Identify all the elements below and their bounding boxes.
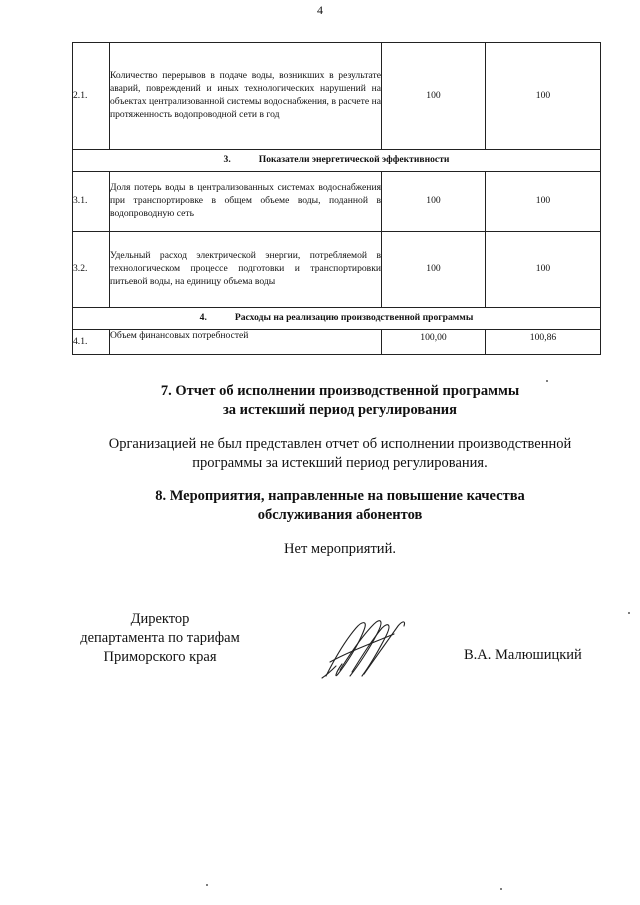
position-line-2: департамента по тарифам — [80, 630, 240, 646]
section-title: Расходы на реализацию производственной программы — [234, 312, 474, 324]
section7-title-line2: за истекший период регулирования — [222, 402, 458, 418]
position-line-3: Приморского края — [103, 649, 217, 665]
row-description: Доля потерь воды в централизованных системах водоснабжения при транспортировке в общем объеме воды, поданной в водопроводную сеть — [110, 172, 382, 232]
row-value-1: 100,00 — [382, 330, 486, 355]
section7-title-line1: 7. Отчет об исполнении производственной программы — [160, 383, 520, 399]
scan-speck — [628, 612, 630, 614]
table-row — [73, 330, 601, 355]
row-value-2: 100 — [486, 172, 601, 232]
row-value-1: 100 — [382, 172, 486, 232]
table-row — [73, 232, 601, 308]
row-value-2: 100 — [486, 43, 601, 150]
row-number: 3.1. — [73, 172, 110, 232]
section-row — [73, 308, 601, 330]
section8-text: Нет мероприятий. — [284, 541, 396, 557]
row-description: Количество перерывов в подаче воды, возникших в результате аварий, повреждений и иных технологических нарушений на объектах централизованной системы водоснабжения, в расчете на протяженность водопроводной сети в год — [110, 43, 382, 150]
signatory-position — [50, 610, 270, 667]
row-number: 4.1. — [73, 330, 110, 355]
table-row — [73, 172, 601, 232]
section-row — [73, 150, 601, 172]
row-value-1: 100 — [382, 43, 486, 150]
row-value-2: 100 — [486, 232, 601, 308]
row-value-2: 100,86 — [486, 330, 601, 355]
handwritten-signature — [318, 612, 418, 684]
row-description: Удельный расход электрической энергии, потребляемой в технологическом процессе подготовки и транспортировки питьевой воды, на единицу объема воды — [110, 232, 382, 308]
page-number: 4 — [317, 3, 323, 17]
section7-text-line2: программы за истекший период регулирования. — [192, 455, 488, 471]
signatory-name: В.А. Малюшицкий — [464, 647, 582, 663]
table-row — [73, 43, 601, 150]
section7-text-line1: Организацией не был представлен отчет об исполнении производственной — [108, 436, 572, 452]
section-number: 3. — [223, 154, 231, 166]
scan-speck — [500, 888, 502, 890]
scan-speck — [206, 884, 208, 886]
row-value-1: 100 — [382, 232, 486, 308]
position-line-1: Директор — [130, 611, 190, 627]
scan-speck — [546, 380, 548, 382]
row-description: Объем финансовых потребностей — [110, 330, 382, 355]
indicators-table — [72, 42, 601, 355]
section8-title-line2: обслуживания абонентов — [257, 507, 423, 523]
section-title: Показатели энергетической эффективности — [258, 154, 450, 166]
section8-title-line1: 8. Мероприятия, направленные на повышение качества — [155, 488, 525, 504]
section-number: 4. — [199, 312, 207, 324]
row-number: 2.1. — [73, 43, 110, 150]
row-number: 3.2. — [73, 232, 110, 308]
